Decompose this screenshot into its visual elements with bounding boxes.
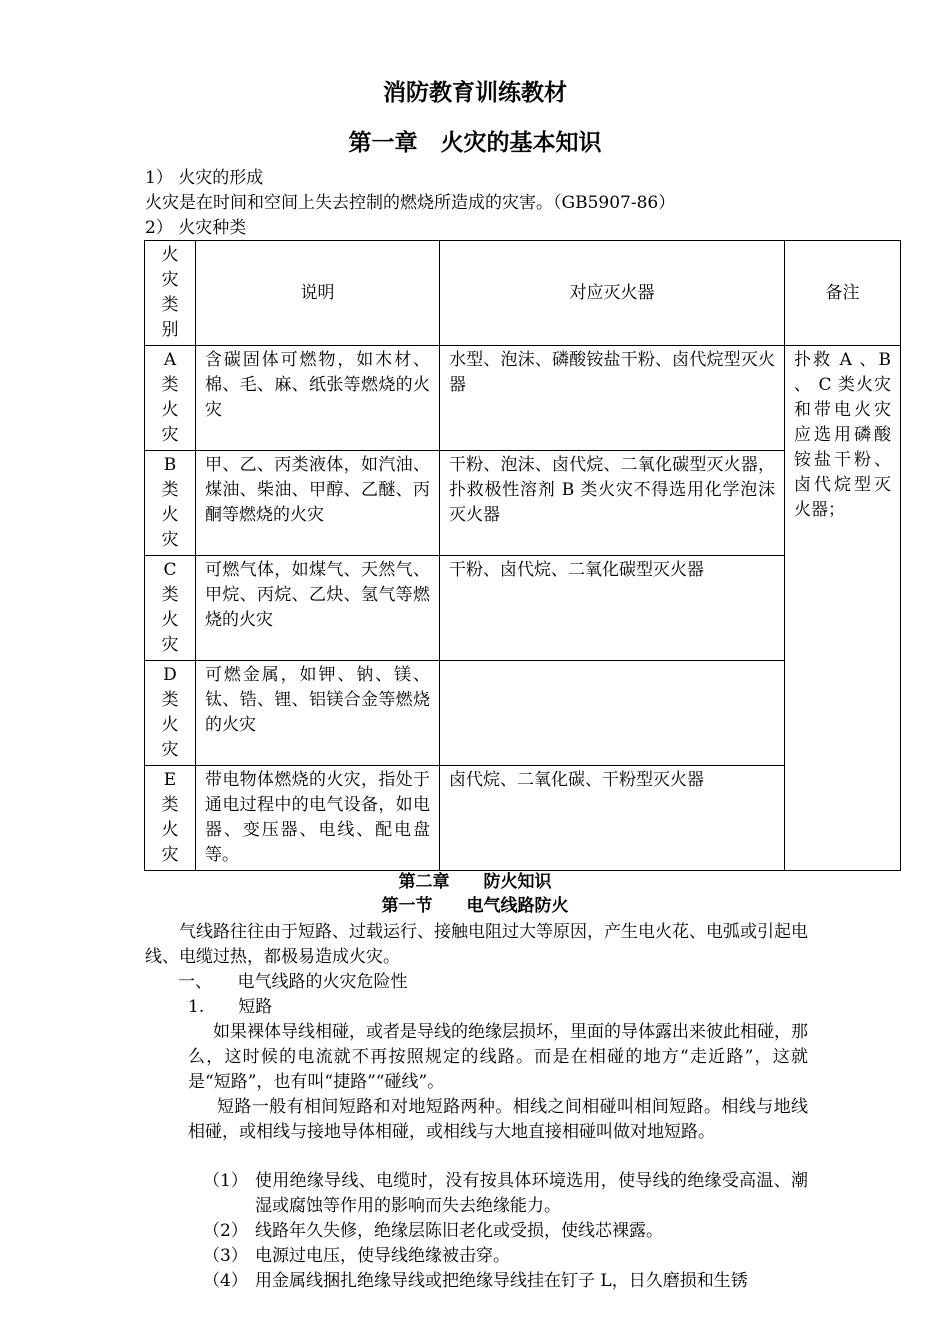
list-item [203,1244,808,1269]
row-desc: 含碳固体可燃物，如木材、棉、毛、麻、纸张等燃烧的火灾 [196,346,440,451]
paragraph: 如果裸体导线相碰，或者是导线的绝缘层损坏，里面的导体露出来彼此相碰，那么，这时候的电流就不再按照规定的线路。而是在相碰的地方“走近路”，这就是“短路”，也有叫“捷路”“碰线”。 [188,1022,808,1092]
document-title: 消防教育训练教材 [383,79,567,106]
header-class: 火灾类别 [145,241,196,346]
section1-text: 火灾是在时间和空间上失去控制的燃烧所造成的灾害。（GB5907-86） [145,193,676,213]
row-desc: 带电物体燃烧的火灾，指处于通电过程中的电气设备，如电器、变压器、电线、配电盘等。 [196,766,440,871]
row-class: E类火灾 [145,766,196,871]
row-class: B类火灾 [145,451,196,556]
section-title: 第一节 电气线路防火 [381,896,569,916]
row-class: C类火灾 [145,556,196,661]
list-item-number: （2） [203,1221,248,1241]
row-extinguisher: 水型、泡沫、磷酸铵盐干粉、卤代烷型灭火器 [440,346,785,451]
list-item-number: （1） [203,1171,248,1191]
paragraph: 短路一般有相间短路和对地短路两种。相线之间相碰叫相间短路。相线与地线相碰，或相线与接地导体相碰，或相线与大地直接相碰叫做对地短路。 [188,1097,808,1142]
intro-paragraph: 气线路往往由于短路、过载运行、接触电阻过大等原因，产生电火花、电弧或引起电线、电缆过热，都极易造成火灾。 [145,922,808,967]
row-extinguisher: 干粉、泡沫、卤代烷、二氧化碳型灭火器，扑救极性溶剂 B 类火灾不得选用化学泡沫灭火器 [440,451,785,556]
row-class: A类火灾 [145,346,196,451]
section2-heading: 2） 火灾种类 [145,218,247,238]
row-extinguisher: 干粉、卤代烷、二氧化碳型灭火器 [440,556,785,661]
header-note: 备注 [785,241,901,346]
chapter2-title: 第二章 防火知识 [398,872,552,892]
list-item [203,1169,808,1219]
section1-heading: 1） 火灾的形成 [145,168,264,188]
list-item-text: 线路年久失修，绝缘层陈旧老化或受损，使线芯裸露。 [255,1221,663,1241]
chapter1-title: 第一章 火灾的基本知识 [348,129,602,156]
subsection-item: 1. 短路 [188,997,273,1017]
header-extinguisher: 对应灭火器 [440,241,785,346]
fire-class-table [144,240,901,871]
list-item-text: 用金属线捆扎绝缘导线或把绝缘导线挂在钉子 L，日久磨损和生锈 [255,1271,748,1291]
row-extinguisher [440,661,785,766]
list-item [203,1219,808,1244]
row-class: D类火灾 [145,661,196,766]
list-item-number: （4） [203,1271,248,1291]
row-note: 扑救 A 、B 、 C 类火灾和带电火灾应选用磷酸铵盐干粉、卤代烷型灭火器； [785,346,901,871]
table-header-row [145,241,901,346]
table-row [145,346,901,451]
list-item-number: （3） [203,1246,248,1266]
list-item-text: 电源过电压，使导线绝缘被击穿。 [255,1246,510,1266]
list-item-text: 使用绝缘导线、电缆时，没有按具体环境选用，使导线的绝缘受高温、潮湿或腐蚀等作用的影响而失去绝缘能力。 [255,1171,808,1216]
row-desc: 可燃气体，如煤气、天然气、甲烷、丙烷、乙炔、氢气等燃烧的火灾 [196,556,440,661]
row-extinguisher: 卤代烷、二氧化碳、干粉型灭火器 [440,766,785,871]
row-desc: 甲、乙、丙类液体，如汽油、煤油、柴油、甲醇、乙醚、丙酮等燃烧的火灾 [196,451,440,556]
list-item [203,1269,808,1294]
subsection-heading: 一、 电气线路的火灾危险性 [178,972,408,992]
header-desc: 说明 [196,241,440,346]
row-desc: 可燃金属，如钾、钠、镁、钛、锆、锂、铝镁合金等燃烧的火灾 [196,661,440,766]
